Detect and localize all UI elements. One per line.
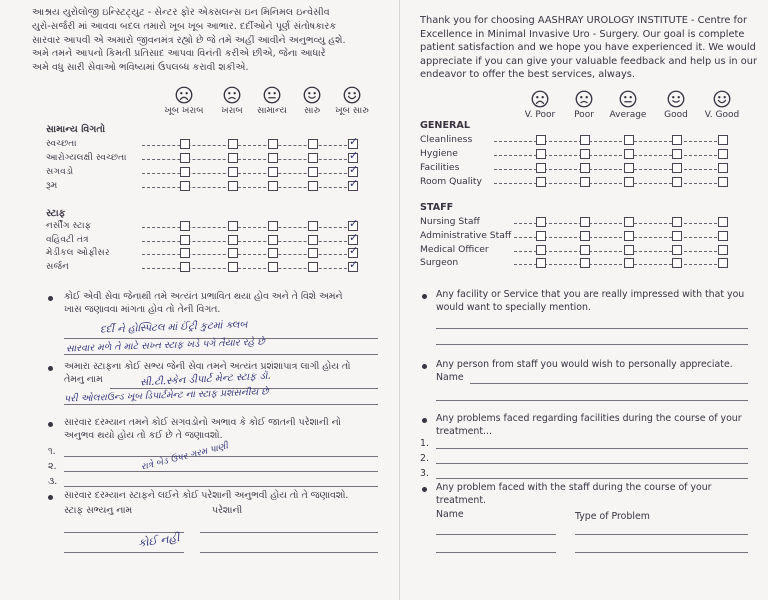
- answer-line: [200, 552, 378, 553]
- rating-row-label: Surgeon: [420, 257, 459, 269]
- handwritten-answer: દર્દી ને હોસ્પિટલ માં ઈંટ્રી કુટમાં ક્લબ: [99, 319, 248, 336]
- rating-row: [46, 149, 386, 164]
- rating-checkbox[interactable]: [348, 217, 359, 231]
- rating-checkbox[interactable]: [718, 135, 728, 145]
- rating-column-4: [651, 90, 701, 120]
- answer-line: [64, 456, 378, 457]
- rating-checkbox[interactable]: [536, 245, 546, 255]
- rating-row-label: સગવડો: [46, 166, 74, 177]
- rating-checkbox[interactable]: [180, 153, 190, 163]
- question-line: Any person from staff you would wish to personally appreciate.: [436, 359, 733, 370]
- check-mark: ✓: [349, 163, 359, 176]
- english-intro: [420, 14, 757, 82]
- bullet: [422, 364, 427, 369]
- rating-label: Average: [609, 110, 647, 120]
- intro-line: અમે વધુ સારી સેવાઓ ભવિષ્યમાં ઉપલબ્ધ કરાવી શકીએ.: [32, 62, 249, 74]
- leader-line: [142, 268, 352, 269]
- rating-checkbox[interactable]: [228, 153, 238, 163]
- rating-row-label: Facilities: [420, 162, 460, 173]
- check-mark: ✓: [349, 177, 359, 190]
- question-line: treatment...: [436, 426, 492, 437]
- handwritten-answer: કોઈ નહી: [137, 531, 181, 550]
- rating-checkbox[interactable]: [580, 149, 590, 159]
- answer-line: [436, 400, 748, 401]
- rating-column-5: [697, 90, 747, 120]
- rating-checkbox[interactable]: [580, 245, 590, 255]
- very-sad-face-icon: [159, 86, 209, 104]
- english-question-3: [436, 412, 742, 438]
- very-happy-face-icon: [327, 86, 377, 104]
- bullet: [48, 296, 53, 301]
- rating-checkbox[interactable]: [580, 217, 590, 227]
- rating-checkbox[interactable]: [268, 248, 278, 258]
- rating-checkbox[interactable]: [348, 149, 359, 163]
- question-line: સારવાર દરમ્યાન તમને કોઈ સગવડોનો અભાવ કે કોઈ જાતની પરેશાની નો: [64, 417, 341, 428]
- answer-line: [64, 354, 378, 355]
- rating-checkbox[interactable]: [228, 235, 238, 245]
- rating-row: [46, 244, 386, 259]
- rating-checkbox[interactable]: [268, 153, 278, 163]
- gujarati-intro: [32, 6, 346, 75]
- rating-checkbox[interactable]: [536, 258, 546, 268]
- answer-line: [64, 471, 378, 472]
- rating-checkbox[interactable]: [718, 163, 728, 173]
- answer-line: [200, 532, 378, 533]
- rating-checkbox[interactable]: [672, 231, 682, 241]
- rating-checkbox[interactable]: [624, 163, 634, 173]
- english-general-heading: GENERAL: [420, 120, 470, 131]
- name-label: Name: [436, 372, 464, 383]
- leader-line: [142, 241, 352, 242]
- rating-checkbox[interactable]: [228, 167, 238, 177]
- rating-checkbox[interactable]: [718, 149, 728, 159]
- handwritten-answer: સી.ટી.સ્કેન ડીપાર્ટ મેન્ટ સ્ટાફ ડૉ.: [139, 370, 271, 389]
- rating-label: સારુ: [303, 106, 321, 116]
- question-line: અનુભવ થયો હોય તો કઈ છે તે જણાવશો.: [64, 430, 223, 441]
- check-mark: ✓: [349, 257, 359, 271]
- rating-row-label: Hygiene: [420, 148, 458, 159]
- rating-checkbox[interactable]: [580, 135, 590, 145]
- rating-row-label: રૂમ: [46, 180, 58, 191]
- rating-checkbox[interactable]: [348, 177, 359, 191]
- answer-line: [575, 534, 748, 535]
- handwritten-answer: પરી ઓલરાઉન્ડ ખૂબ ડિપાર્ટમેન્ટ ના સ્ટાફ પ્રશંસનીય છે: [63, 386, 269, 405]
- rating-checkbox[interactable]: [536, 135, 546, 145]
- intro-line: endeavor to offer the best services, always.: [420, 69, 635, 81]
- answer-line: [64, 552, 184, 553]
- rating-checkbox[interactable]: [268, 181, 278, 191]
- very-happy-face-icon: [697, 90, 747, 108]
- rating-label: સામાન્ય: [257, 106, 287, 116]
- leader-line: [494, 155, 722, 156]
- rating-checkbox[interactable]: [718, 177, 728, 187]
- rating-checkbox[interactable]: [672, 149, 682, 159]
- rating-checkbox[interactable]: [672, 245, 682, 255]
- rating-checkbox[interactable]: [580, 177, 590, 187]
- rating-checkbox[interactable]: [624, 258, 634, 268]
- rating-checkbox[interactable]: [308, 248, 318, 258]
- english-staff-heading: STAFF: [420, 202, 454, 213]
- rating-row-label: વહિવટી તંત્ર: [46, 233, 89, 245]
- english-question-1: [436, 288, 744, 314]
- answer-line: [64, 404, 378, 405]
- rating-checkbox[interactable]: [672, 258, 682, 268]
- leader-line: [142, 254, 352, 255]
- check-mark: ✓: [349, 244, 359, 257]
- rating-checkbox[interactable]: [308, 262, 318, 272]
- rating-checkbox[interactable]: [718, 258, 728, 268]
- rating-checkbox[interactable]: [308, 167, 318, 177]
- rating-row: [420, 230, 760, 242]
- intro-line: સારવાર આપવી એ અમારો જીવનમંત્ર રહ્યો છે જે તમે અહીં આવીને અનુભવ્યુ હશે.: [32, 34, 346, 46]
- rating-checkbox[interactable]: [180, 221, 190, 231]
- handwritten-answer: રાત્રે બેડ ઉપર ગરમ પાણી: [140, 441, 230, 473]
- question-line: treatment.: [436, 495, 487, 506]
- gujarati-number: ૨.: [48, 461, 57, 472]
- question-line: અમારા સ્ટાફના કોઈ સભ્ય જેની સેવા તમને અત્યંત પ્રશંશાપાત્ર લાગી હોય તો: [64, 361, 351, 372]
- rating-row-label: સર્જન: [46, 260, 69, 272]
- check-mark: ✓: [349, 149, 359, 162]
- leader-line: [142, 227, 352, 228]
- rating-checkbox[interactable]: [536, 177, 546, 187]
- english-staff-name-label: Name: [436, 509, 464, 520]
- rating-label: V. Good: [704, 110, 740, 120]
- rating-column-5: [327, 86, 377, 116]
- gujarati-problem-label: પરેશાની: [212, 505, 243, 516]
- rating-row: [420, 244, 760, 256]
- rating-checkbox[interactable]: [180, 235, 190, 245]
- intro-line: આશ્રય યુરોલોજી ઇન્સ્ટિટ્યુટ - સેન્ટર ફોર એક્સલન્સ ઇન મિનિમલ ઇન્વેસીવ: [32, 7, 330, 18]
- rating-column-3: [603, 90, 653, 120]
- bullet: [48, 366, 53, 371]
- rating-checkbox[interactable]: [624, 135, 634, 145]
- leader-line: [494, 183, 722, 184]
- question-line: Any facility or Service that you are really impressed with that you: [436, 289, 745, 300]
- rating-checkbox[interactable]: [348, 230, 359, 245]
- answer-line: [436, 478, 748, 479]
- rating-checkbox[interactable]: [348, 257, 359, 272]
- rating-checkbox[interactable]: [536, 163, 546, 173]
- neutral-face-icon: [603, 90, 653, 108]
- rating-checkbox[interactable]: [580, 258, 590, 268]
- rating-row-label: Medical Officer: [420, 243, 489, 255]
- rating-row: [420, 134, 760, 146]
- intro-line: Excellence in Minimal Invasive Uro - Surgery. Our goal is complete: [420, 28, 745, 40]
- intro-line: patient satisfaction and we hope you have experienced it. We would: [420, 42, 756, 54]
- rating-checkbox[interactable]: [624, 217, 634, 227]
- check-mark: ✓: [349, 135, 359, 148]
- rating-checkbox[interactable]: [308, 181, 318, 191]
- rating-row: [420, 216, 760, 228]
- gujarati-number: ૧.: [48, 446, 56, 457]
- rating-checkbox[interactable]: [536, 149, 546, 159]
- rating-checkbox[interactable]: [718, 245, 728, 255]
- gujarati-general-heading: સામાન્ય વિગતો: [46, 124, 106, 135]
- leader-line: [142, 187, 352, 188]
- rating-checkbox[interactable]: [228, 181, 238, 191]
- check-mark: ✓: [349, 217, 359, 230]
- bullet: [48, 422, 53, 427]
- rating-row-label: નર્સીંગ સ્ટાફ: [46, 220, 92, 231]
- rating-checkbox[interactable]: [180, 139, 190, 149]
- rating-label: ખરાબ: [221, 106, 243, 116]
- answer-line: [436, 328, 748, 329]
- rating-checkbox[interactable]: [308, 139, 318, 149]
- very-sad-face-icon: [515, 90, 565, 108]
- question-line: would want to specially mention.: [436, 302, 591, 313]
- intro-line: યુરો-સર્જરી માં આવવા બદલ તમારો ખૂબ ખૂબ આભાર. દર્દીઓને પૂર્ણ સંતોષકારક: [32, 20, 337, 32]
- answer-line: [575, 552, 748, 553]
- rating-checkbox[interactable]: [718, 231, 728, 241]
- rating-checkbox[interactable]: [228, 221, 238, 231]
- intro-line: અમે તમને આપનો કિમતી પ્રતિસાદ આપવા વિનંતી કરીએ છીએ, જેના આધારે: [32, 48, 326, 60]
- rating-column-1: [515, 90, 565, 120]
- rating-label: ખૂબ ખરાબ: [164, 106, 204, 116]
- happy-face-icon: [651, 90, 701, 108]
- rating-checkbox[interactable]: [624, 245, 634, 255]
- rating-row: [46, 217, 386, 232]
- rating-row: [46, 177, 386, 192]
- rating-checkbox[interactable]: [180, 248, 190, 258]
- english-question-2: [436, 358, 733, 384]
- rating-checkbox[interactable]: [624, 149, 634, 159]
- intro-line: Thank you for choosing AASHRAY UROLOGY INSTITUTE - Centre for: [420, 15, 748, 26]
- english-question-4: [436, 481, 712, 507]
- rating-checkbox[interactable]: [348, 244, 359, 258]
- question-line: Any problem faced with the staff during the course of your: [436, 482, 712, 493]
- rating-checkbox[interactable]: [536, 231, 546, 241]
- leader-line: [494, 141, 722, 142]
- rating-row: [46, 230, 386, 246]
- rating-checkbox[interactable]: [348, 135, 359, 149]
- rating-column-2: [559, 90, 609, 120]
- intro-line: appreciate if you can give your valuable feedback and help us in our: [420, 55, 757, 67]
- rating-checkbox[interactable]: [268, 262, 278, 272]
- english-number: 2.: [420, 453, 429, 464]
- bullet: [422, 294, 427, 299]
- gujarati-question-4: [64, 489, 348, 502]
- rating-checkbox[interactable]: [268, 139, 278, 149]
- rating-row-label: સ્વચ્છતા: [46, 138, 77, 149]
- rating-row-label: Cleanliness: [420, 134, 473, 145]
- rating-checkbox[interactable]: [580, 231, 590, 241]
- rating-row: [420, 148, 760, 160]
- rating-row: [46, 135, 386, 150]
- rating-label: V. Poor: [524, 110, 556, 120]
- leader-line: [142, 145, 352, 146]
- question-line: Any problems faced regarding facilities during the course of your: [436, 413, 742, 424]
- rating-row-label: આરોગ્યલક્ષી સ્વચ્છતા: [46, 152, 127, 163]
- check-mark: ✓: [349, 230, 359, 244]
- english-number: 3.: [420, 468, 429, 479]
- rating-checkbox[interactable]: [228, 139, 238, 149]
- answer-line: [436, 534, 556, 535]
- english-number: 1.: [420, 438, 429, 449]
- rating-checkbox[interactable]: [536, 217, 546, 227]
- gujarati-question-3: [64, 416, 341, 442]
- rating-checkbox[interactable]: [624, 177, 634, 187]
- leader-line: [494, 169, 722, 170]
- english-problem-type-label: Type of Problem: [575, 511, 650, 522]
- answer-line: [436, 344, 748, 345]
- gujarati-number: ૩.: [48, 476, 58, 487]
- rating-row: [420, 257, 760, 269]
- rating-checkbox[interactable]: [228, 248, 238, 258]
- rating-checkbox[interactable]: [180, 167, 190, 177]
- answer-line: [64, 486, 378, 487]
- answer-line: [436, 448, 748, 449]
- sad-face-icon: [559, 90, 609, 108]
- rating-row: [46, 257, 386, 273]
- rating-checkbox[interactable]: [580, 163, 590, 173]
- rating-row: [420, 162, 760, 174]
- rating-checkbox[interactable]: [308, 221, 318, 231]
- question-line: કોઈ એવી સેવા જેનાથી તમે અત્યંત પ્રભાવિત થયા હોવ અને તે વિશે અમને: [64, 291, 343, 302]
- rating-label: Good: [664, 110, 688, 120]
- rating-checkbox[interactable]: [718, 217, 728, 227]
- rating-row-label: મેડીકલ ઓફીસર: [46, 247, 110, 258]
- rating-label: Poor: [574, 110, 594, 120]
- question-line: તેમનુ નામ: [64, 374, 103, 385]
- rating-checkbox[interactable]: [180, 181, 190, 191]
- rating-checkbox[interactable]: [308, 153, 318, 163]
- rating-row: [46, 163, 386, 178]
- leader-line: [142, 173, 352, 174]
- leader-line: [142, 159, 352, 160]
- handwritten-answer: સારવાર મળે તે માટે સખ્ત સ્ટાફ ખડે પગે તૈયાર રહે છે: [65, 336, 265, 355]
- rating-checkbox[interactable]: [228, 262, 238, 272]
- answer-line: [470, 383, 748, 384]
- rating-checkbox[interactable]: [348, 163, 359, 177]
- rating-row-label: Nursing Staff: [420, 216, 480, 227]
- question-line: સારવાર દરમ્યાન સ્ટાફને લઈને કોઈ પરેશાની અનુભવી હોય તો તે જણાવશો.: [64, 490, 349, 501]
- rating-checkbox[interactable]: [268, 221, 278, 231]
- bullet: [48, 495, 53, 500]
- answer-line: [436, 463, 748, 464]
- rating-row: [420, 176, 760, 188]
- rating-checkbox[interactable]: [672, 177, 682, 187]
- rating-row-label: Room Quality: [420, 176, 482, 187]
- rating-checkbox[interactable]: [268, 235, 278, 245]
- rating-checkbox[interactable]: [672, 163, 682, 173]
- bullet: [422, 418, 427, 423]
- rating-checkbox[interactable]: [180, 262, 190, 272]
- rating-label: ખૂબ સારુ: [335, 106, 369, 116]
- bullet: [422, 487, 427, 492]
- rating-checkbox[interactable]: [672, 135, 682, 145]
- rating-checkbox[interactable]: [268, 167, 278, 177]
- question-line: ખાસ જણાવવા માંગતા હોવ તો તેની વિગત.: [64, 304, 221, 315]
- rating-checkbox[interactable]: [624, 231, 634, 241]
- gujarati-staff-name-label: સ્ટાફ સભ્યનુ નામ: [64, 505, 133, 516]
- answer-line: [436, 552, 556, 553]
- gujarati-staff-heading: સ્ટાફ: [46, 208, 66, 219]
- gujarati-rating-scale: [0, 86, 399, 126]
- rating-column-1: [159, 86, 209, 116]
- rating-row-label: Administrative Staff: [420, 229, 512, 241]
- gujarati-question-1: [64, 290, 343, 316]
- rating-checkbox[interactable]: [672, 217, 682, 227]
- english-panel: [400, 0, 768, 600]
- rating-checkbox[interactable]: [308, 235, 318, 245]
